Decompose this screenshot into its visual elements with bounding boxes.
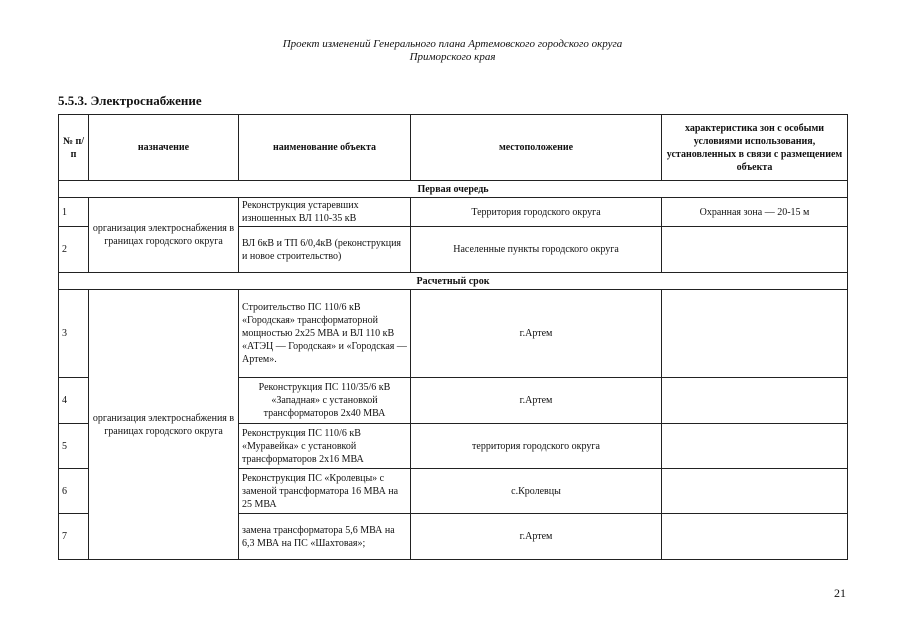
row-object: Реконструкция ПС «Кролевцы» с заменой трансформатора 16 МВА на 25 МВА: [239, 469, 411, 514]
row-location: г.Артем: [411, 290, 662, 378]
row-location: Населенные пункты городского округа: [411, 227, 662, 273]
section-row-estimated-period: [59, 273, 848, 290]
row-zone: [662, 424, 848, 469]
row-num: 3: [59, 290, 89, 378]
page-header: [0, 38, 905, 64]
row-zone: [662, 378, 848, 424]
row-object: Реконструкция ПС 110/6 кВ «Муравейка» с установкой трансформаторов 2х16 МВА: [239, 424, 411, 469]
row-zone: [662, 514, 848, 560]
row-num: 1: [59, 198, 89, 227]
row-purpose: организация электроснабжения в границах городского округа: [89, 198, 239, 273]
row-location: с.Кролевцы: [411, 469, 662, 514]
header-line-1: Проект изменений Генерального плана Артемовского городского округа: [282, 38, 623, 50]
header-num: № п/п: [59, 115, 89, 181]
section-title: 5.5.3. Электроснабжение: [58, 93, 202, 108]
row-object: Реконструкция ПС 110/35/6 кВ «Западная» с установкой трансформаторов 2х40 МВА: [239, 378, 411, 424]
row-num: 4: [59, 378, 89, 424]
row-num: 5: [59, 424, 89, 469]
row-location: г.Артем: [411, 514, 662, 560]
row-object: Реконструкция устаревших изношенных ВЛ 110-35 кВ: [239, 198, 411, 227]
row-zone: [662, 290, 848, 378]
header-purpose: назначение: [89, 115, 239, 181]
row-zone: [662, 227, 848, 273]
row-purpose: организация электроснабжения в границах городского округа: [89, 290, 239, 560]
header-zone: характеристика зон с особыми условиями использования, установленных в связи с размещением объекта: [662, 115, 848, 181]
section-label: Расчетный срок: [59, 273, 848, 290]
row-num: 2: [59, 227, 89, 273]
section-row-first-stage: [59, 181, 848, 198]
table-row: [59, 290, 848, 378]
table-header-row: [59, 115, 848, 181]
table-row: [59, 198, 848, 227]
row-zone: Охранная зона — 20-15 м: [662, 198, 848, 227]
page-number: 21: [834, 586, 846, 600]
row-num: 6: [59, 469, 89, 514]
row-object: ВЛ 6кВ и ТП 6/0,4кВ (реконструкция и новое строительство): [239, 227, 411, 273]
header-location: местоположение: [411, 115, 662, 181]
row-zone: [662, 469, 848, 514]
header-object: наименование объекта: [239, 115, 411, 181]
row-object: Строительство ПС 110/6 кВ «Городская» трансформаторной мощностью 2х25 МВА и ВЛ 110 кВ «АТЭЦ — Городская» и «Городская — Артем».: [239, 290, 411, 378]
row-location: территория городского округа: [411, 424, 662, 469]
row-num: 7: [59, 514, 89, 560]
row-location: Территория городского округа: [411, 198, 662, 227]
section-label: Первая очередь: [59, 181, 848, 198]
row-object: замена трансформатора 5,6 МВА на 6,3 МВА на ПС «Шахтовая»;: [239, 514, 411, 560]
header-line-2: Приморского края: [409, 51, 496, 63]
row-location: г.Артем: [411, 378, 662, 424]
power-supply-table: [58, 114, 848, 560]
